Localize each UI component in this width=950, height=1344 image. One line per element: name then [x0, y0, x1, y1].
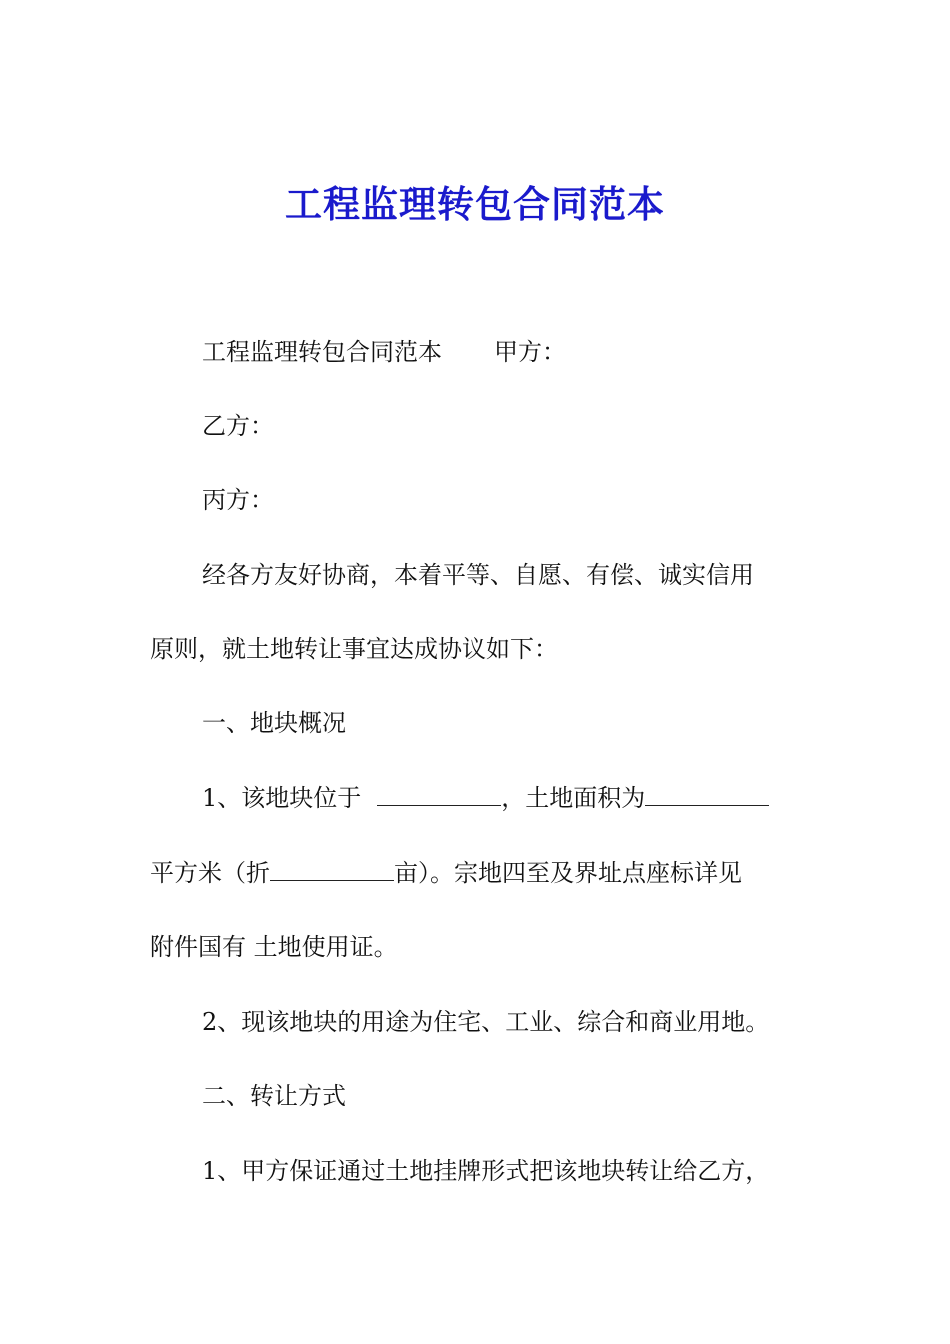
- location-blank: [377, 783, 501, 806]
- party-a-label: 甲方：: [494, 338, 566, 366]
- item-1-line-1: [150, 780, 800, 816]
- section-heading-1: 一、地块概况: [202, 709, 346, 737]
- intro-paragraph-line-1: 经各方友好协商，本着平等、自愿、有偿、诚实信用: [202, 561, 754, 589]
- area-blank: [645, 783, 769, 806]
- item-1-line-2: [150, 855, 800, 891]
- item-3: 1、甲方保证通过土地挂牌形式把该地块转让给乙方，: [202, 1157, 770, 1185]
- heading-text: 工程监理转包合同范本: [202, 338, 442, 366]
- party-b-label: 乙方：: [202, 412, 274, 440]
- item-1-area-label: ，土地面积为: [501, 784, 646, 812]
- item-1-boundary-text: 亩）。宗地四至及界址点座标详见: [394, 859, 742, 887]
- intro-paragraph-line-2: 原则，就土地转让事宜达成协议如下：: [150, 635, 558, 663]
- item-2: 2、现该地块的用途为住宅、工业、综合和商业用地。: [202, 1008, 770, 1036]
- item-1-location-label: 1、该地块位于: [202, 784, 362, 812]
- mu-blank: [270, 858, 394, 881]
- section-heading-2: 二、转让方式: [202, 1082, 346, 1110]
- item-1-unit-label: 平方米（折: [150, 859, 270, 887]
- party-c-label: 丙方：: [202, 486, 274, 514]
- item-1-line-3: 附件国有 土地使用证。: [150, 933, 398, 961]
- document-title: 工程监理转包合同范本: [285, 182, 665, 226]
- paragraph-heading-party-a: [150, 334, 800, 370]
